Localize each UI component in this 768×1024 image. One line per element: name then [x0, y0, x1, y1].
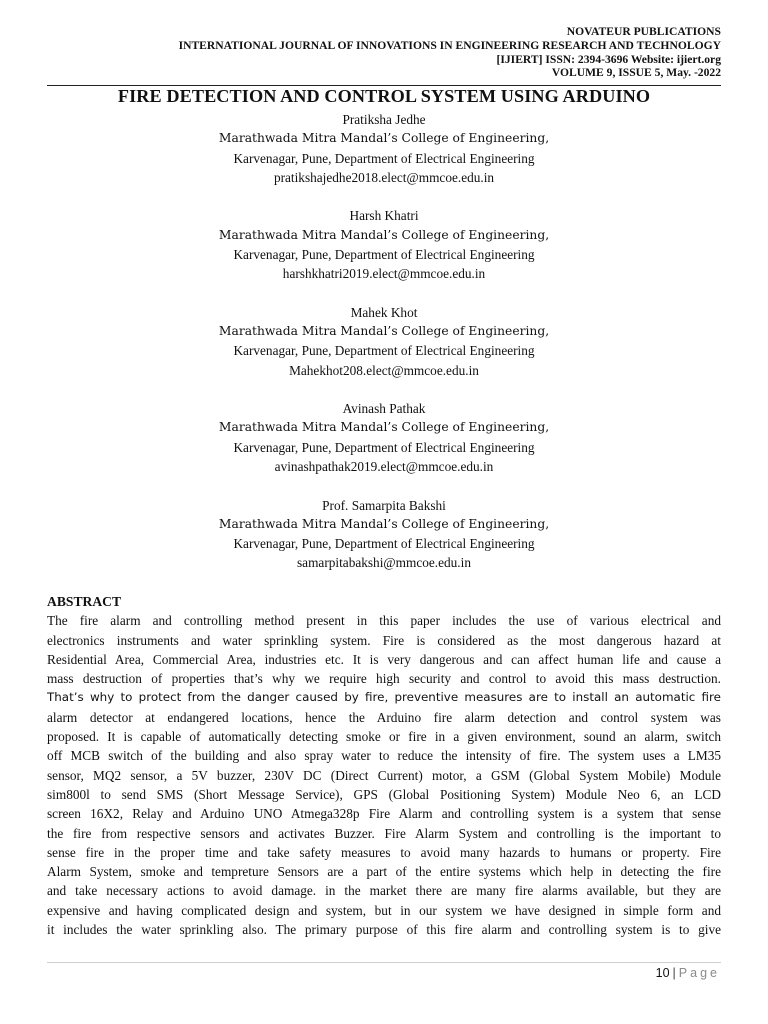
- abstract-heading: ABSTRACT: [47, 594, 122, 609]
- volume-line: VOLUME 9, ISSUE 5, May. -2022: [551, 66, 721, 80]
- page-footer: [656, 966, 720, 980]
- author-department: Karvenagar, Pune, Department of Electrical Engineering: [233, 439, 535, 455]
- author-block: [0, 110, 768, 206]
- abstract-line: sense fire in the proper time and take safety measures to avoid many hazards to humans or property. Fire: [47, 844, 721, 860]
- abstract-line: proposed. It is capable of automatically detecting smoke or fire in a given environment, sound an alarm, switch: [47, 729, 721, 745]
- author-email: Mahekhot208.elect@mmcoe.edu.in: [289, 362, 479, 378]
- paper-title: FIRE DETECTION AND CONTROL SYSTEM USING ARDUINO: [117, 86, 651, 106]
- issn-line: [IJIERT] ISSN: 2394-3696 Website: ijiert.org: [496, 52, 721, 66]
- footer-divider: [47, 962, 721, 963]
- author-name: Mahek Khot: [350, 304, 418, 320]
- author-college: Marathwada Mitra Mandal’s College of Engineering,: [218, 227, 550, 242]
- author-list: [0, 110, 768, 592]
- abstract-line: That’s why to protect from the danger caused by fire, preventive measures are to install an automatic fire: [47, 690, 721, 705]
- abstract-line: expensive and having complicated design and system, but in our system we have designed in simple form and: [47, 902, 721, 918]
- abstract-line: screen 16X2, Relay and Arduino UNO Atmega328p Fire Alarm and controlling system is a system that sense: [47, 806, 721, 822]
- abstract-line: it includes the water sprinkling also. The primary purpose of this fire alarm and controlling system is to give: [47, 922, 721, 938]
- author-department: Karvenagar, Pune, Department of Electrical Engineering: [233, 246, 535, 262]
- author-college: Marathwada Mitra Mandal’s College of Engineering,: [218, 420, 550, 435]
- author-block: [0, 399, 768, 495]
- author-email: pratikshajedhe2018.elect@mmcoe.edu.in: [273, 169, 495, 185]
- abstract-line: the fire from respective sensors and activates Buzzer. Fire Alarm System and controlling is the important to: [47, 825, 721, 841]
- abstract-line: alarm detector at endangered locations, hence the Arduino fire alarm detection and control system was: [47, 709, 721, 725]
- abstract-line: sim800l to send SMS (Short Message Service), GPS (Global Positioning System) Module Neo 6, an LCD: [47, 786, 721, 802]
- author-college: Marathwada Mitra Mandal’s College of Engineering,: [218, 324, 550, 339]
- publisher-name: NOVATEUR PUBLICATIONS: [566, 25, 721, 38]
- author-block: [0, 496, 768, 592]
- author-block: [0, 206, 768, 302]
- author-email: harshkhatri2019.elect@mmcoe.edu.in: [282, 266, 486, 282]
- abstract-line: and take necessary actions to avoid damage. in the market there are many fire alarms available, but they are: [47, 883, 721, 899]
- journal-name: INTERNATIONAL JOURNAL OF INNOVATIONS IN ENGINEERING RESEARCH AND TECHNOLOGY: [178, 38, 721, 52]
- author-college: Marathwada Mitra Mandal’s College of Engineering,: [218, 131, 550, 146]
- author-college: Marathwada Mitra Mandal’s College of Engineering,: [218, 516, 550, 531]
- page-separator: |: [672, 966, 676, 980]
- author-name: Prof. Samarpita Bakshi: [322, 497, 446, 513]
- abstract-line: off MCB switch of the building and also spray water to reduce the intensity of fire. The system uses a LM35: [47, 748, 721, 764]
- author-department: Karvenagar, Pune, Department of Electrical Engineering: [233, 150, 535, 166]
- abstract-line: The fire alarm and controlling method present in this paper includes the use of various electrical and: [47, 613, 721, 629]
- author-email: avinashpathak2019.elect@mmcoe.edu.in: [274, 459, 494, 475]
- page-number: 10: [655, 966, 670, 980]
- page-label: Page: [678, 966, 720, 980]
- abstract-line: electronics instruments and water sprinkling system. Fire is considered as the most dangerous hazard at: [47, 632, 721, 648]
- abstract-line: sensor, MQ2 sensor, a 5V buzzer, 230V DC (Direct Current) motor, a GSM (Global System Mobile) Module: [47, 767, 721, 783]
- journal-header: [41, 25, 721, 80]
- abstract-line: Residential Area, Commercial Area, industries etc. It is very dangerous and can affect human life and cause a: [47, 651, 721, 667]
- abstract-line: Alarm System, smoke and tempreture Sensors are a part of the entire systems which help in detecting the fire: [47, 864, 721, 880]
- author-block: [0, 303, 768, 399]
- author-name: Avinash Pathak: [342, 401, 426, 417]
- author-name: Harsh Khatri: [349, 208, 419, 224]
- abstract-section: [47, 592, 721, 939]
- author-name: Pratiksha Jedhe: [342, 112, 426, 127]
- abstract-line: mass destruction of properties that’s why we require high security and control to avoid this mass destruction.: [47, 671, 721, 687]
- author-email: samarpitabakshi@mmcoe.edu.in: [297, 555, 471, 571]
- author-department: Karvenagar, Pune, Department of Electrical Engineering: [233, 343, 535, 359]
- author-department: Karvenagar, Pune, Department of Electrical Engineering: [233, 536, 535, 552]
